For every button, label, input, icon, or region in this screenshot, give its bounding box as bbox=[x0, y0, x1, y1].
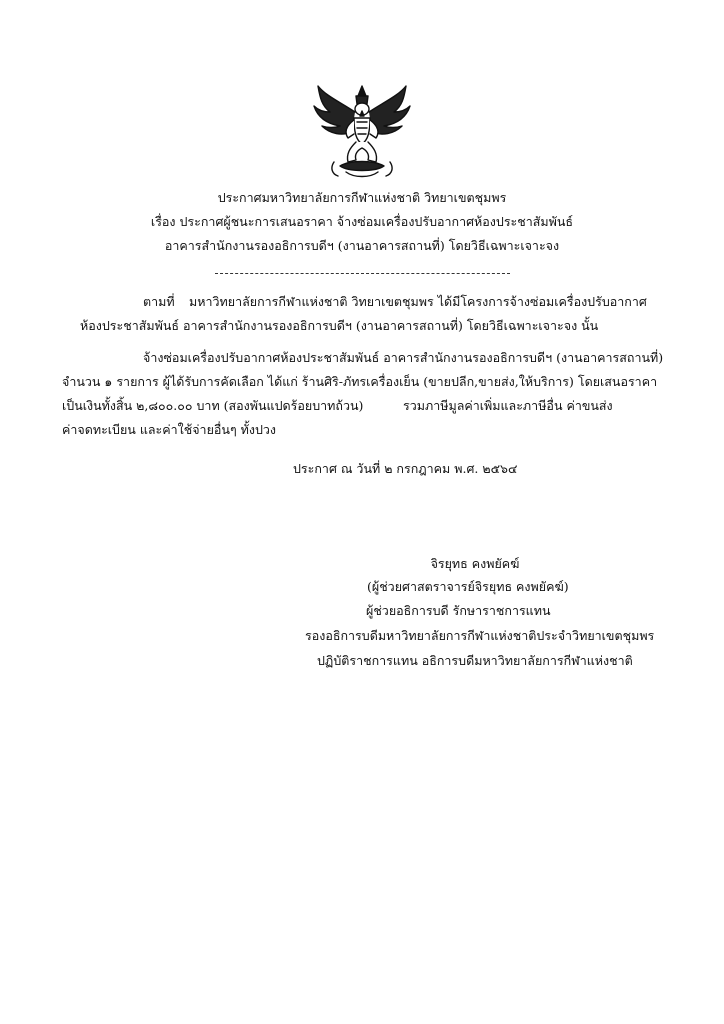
para2-line-2: จำนวน ๑ รายการ ผู้ได้รับการคัดเลือก ได้แก่ ร้านศิริ-ภัทรเครื่องเย็น (ขายปลีก,ขายส่ง,ให้บริการ) โดยเสนอราคา bbox=[62, 374, 658, 389]
para1-lead: ตามที่ bbox=[143, 294, 175, 309]
signature-handwritten: จิรยุทธ คงพยัคฆ์ bbox=[430, 556, 520, 571]
para1-line-1: มหาวิทยาลัยการกีฬาแห่งชาติ วิทยาเขตชุมพร ได้มีโครงการจ้างซ่อมเครื่องปรับอากาศ bbox=[189, 294, 647, 309]
para2-line-4: ค่าจดทะเบียน และค่าใช้จ่ายอื่นๆ ทั้งปวง bbox=[62, 422, 277, 437]
announce-date: ประกาศ ณ วันที่ ๒ กรกฎาคม พ.ศ. ๒๕๖๔ bbox=[293, 461, 518, 476]
signer-position-1: ผู้ช่วยอธิการบดี รักษาราชการแทน bbox=[366, 603, 551, 618]
para2-line-1: จ้างซ่อมเครื่องปรับอากาศห้องประชาสัมพันธ์ อาคารสำนักงานรองอธิการบดีฯ (งานอาคารสถานที่) bbox=[143, 350, 664, 365]
para1-line-2: ห้องประชาสัมพันธ์ อาคารสำนักงานรองอธิการบดีฯ (งานอาคารสถานที่) โดยวิธีเฉพาะเจาะจง นั้น bbox=[80, 318, 599, 333]
para2-line-3a: เป็นเงินทั้งสิ้น ๒,๘๐๐.๐๐ บาท (สองพันแปดร้อยบาทถ้วน) bbox=[62, 398, 364, 413]
signer-name: (ผู้ช่วยศาสตราจารย์จิรยุทธ คงพยัคฆ์) bbox=[367, 579, 569, 594]
header-line-2: เรื่อง ประกาศผู้ชนะการเสนอราคา จ้างซ่อมเครื่องปรับอากาศห้องประชาสัมพันธ์ bbox=[150, 214, 574, 229]
para2-line-3b: รวมภาษีมูลค่าเพิ่มและภาษีอื่น ค่าขนส่ง bbox=[403, 398, 613, 413]
signer-position-3: ปฏิบัติราชการแทน อธิการบดีมหาวิทยาลัยการกีฬาแห่งชาติ bbox=[317, 653, 633, 668]
garuda-emblem-icon bbox=[310, 82, 414, 182]
header-line-1: ประกาศมหาวิทยาลัยการกีฬาแห่งชาติ วิทยาเขตชุมพร bbox=[217, 190, 507, 205]
signer-position-2: รองอธิการบดีมหาวิทยาลัยการกีฬาแห่งชาติประจำวิทยาเขตชุมพร bbox=[305, 628, 655, 643]
separator-line bbox=[215, 273, 510, 274]
header-line-3: อาคารสำนักงานรองอธิการบดีฯ (งานอาคารสถานที่) โดยวิธีเฉพาะเจาะจง bbox=[164, 238, 560, 253]
